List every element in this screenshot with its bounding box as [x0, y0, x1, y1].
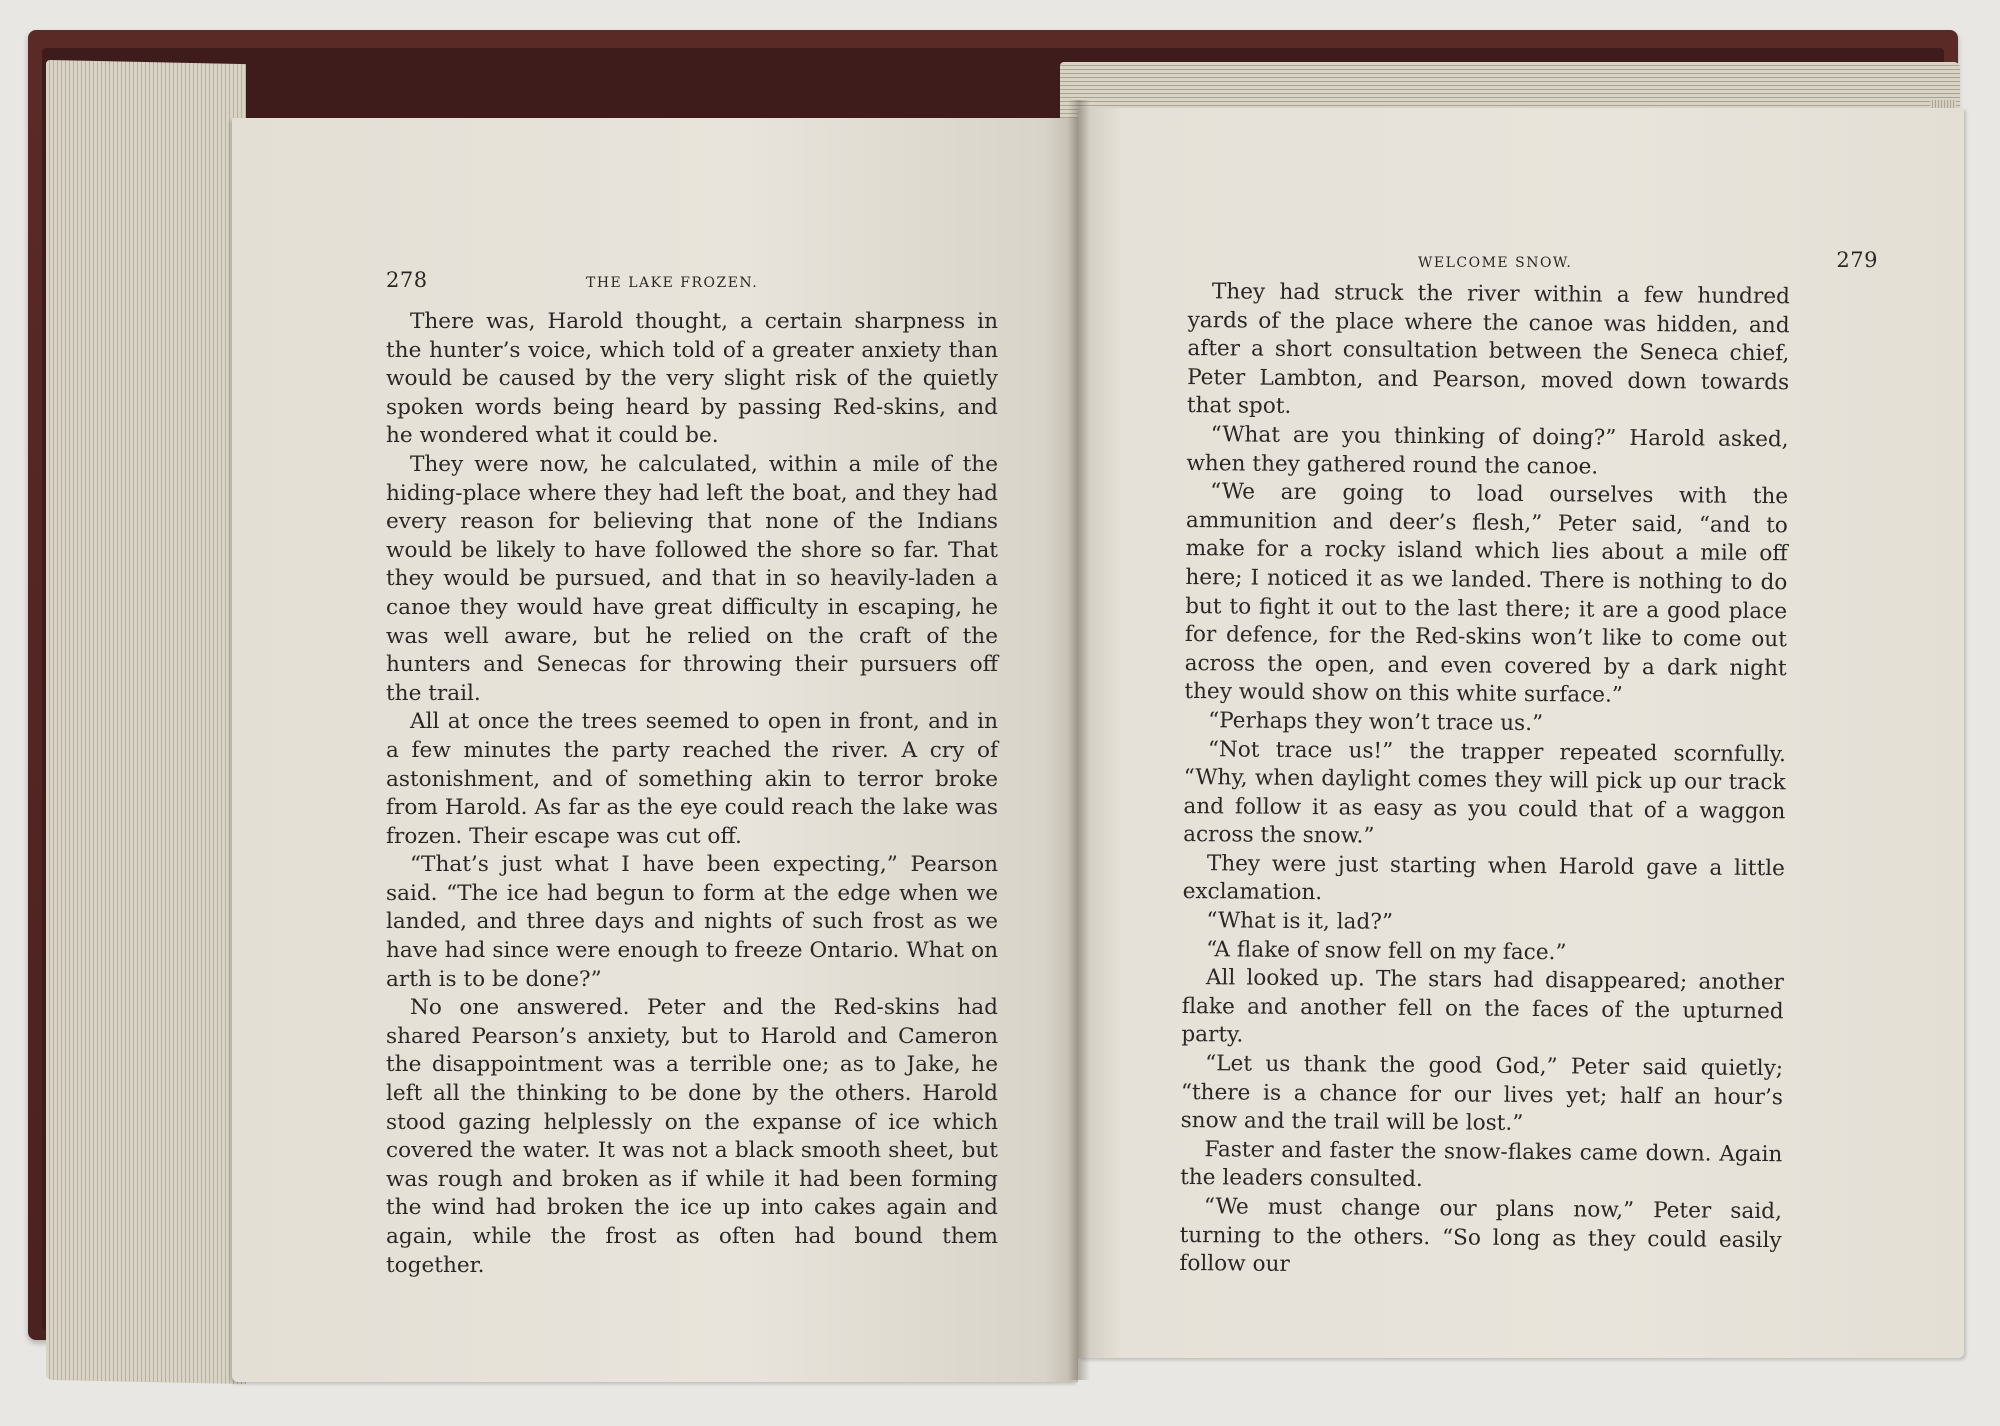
left-running-head [386, 268, 986, 292]
paragraph: “Perhaps they won’t trace us.” [1208, 708, 1544, 737]
right-page-number: 279 [1836, 248, 1878, 272]
paragraph: All at once the trees seemed to open in front, and in a few minutes the party reached the river. A cry of astonishment, and of something akin to terror broke from Harold. As far as the eye could reach the lake was frozen. Their escape was cut off. [386, 709, 998, 849]
paragraph: “That’s just what I have been expecting,” Pearson said. “The ice had begun to form at the edge when we landed, and three days and nights of such frost as we have had since were enough to freeze Ontario. What on arth is to be done?” [386, 852, 998, 992]
paragraph: “What are you thinking of doing?” Harold asked, when they gathered round the canoe. [1186, 422, 1789, 480]
left-page-text [386, 308, 998, 1280]
paragraph: “Not trace us!” the trapper repeated scornfully. “Why, when daylight comes they will pick up our track and follow it as easy as you could that of a waggon across the snow.” [1183, 736, 1786, 849]
book-gutter [1068, 100, 1090, 1380]
paragraph: All looked up. The stars had disappeared; another flake and another fell on the faces of the upturned party. [1181, 965, 1784, 1048]
paragraph: No one answered. Peter and the Red-skins had shared Pearson’s anxiety, but to Harold and Cameron the disappointment was a terrible one; as to Jake, he left all the thinking to be done by the others. Harold stood gazing helplessly on the expanse of ice which covered the water. It was not a black smooth sheet, but was rough and broken as if while it had been forming the wind had broken the ice up into cakes again and again, while the frost as often had bound them together. [386, 995, 998, 1278]
paragraph: They were now, he calculated, within a mile of the hiding-place where they had left the boat, and they had every reason for believing that none of the Indians would be likely to have followed the shore so far. That they would be pursued, and that in so heavily-laden a canoe they would have great difficulty in escaping, he was well aware, but he relied on the craft of the hunters and Senecas for throwing their pursuers off the trail. [386, 451, 998, 706]
left-page-number: 278 [386, 268, 428, 292]
paragraph: “Let us thank the good God,” Peter said quietly; “there is a chance for our lives yet; half an hour’s snow and the trail will be lost.” [1180, 1051, 1784, 1137]
right-page-text [1179, 278, 1790, 1284]
left-page [232, 118, 1078, 1382]
right-chapter-title: WELCOME SNOW. [1418, 255, 1573, 271]
paragraph: “What is it, lad?” [1206, 908, 1394, 935]
paragraph: They were just starting when Harold gave a little exclamation. [1182, 851, 1785, 906]
right-running-head [1418, 248, 1878, 272]
paragraph: “A flake of snow fell on my face.” [1206, 936, 1567, 965]
page-edges-left [46, 60, 246, 1384]
paragraph: “We must change our plans now,” Peter said, turning to the others. “So long as they could easily follow our [1179, 1194, 1782, 1278]
left-chapter-title: THE LAKE FROZEN. [586, 275, 759, 291]
paragraph: Faster and faster the snow-flakes came down. Again the leaders consulted. [1180, 1136, 1783, 1193]
right-page [1078, 108, 1964, 1358]
paragraph: They had struck the river within a few hundred yards of the place where the canoe was hidden, and after a short consultation between the Seneca chief, Peter Lambton, and Pearson, moved down towards that spot. [1186, 279, 1790, 420]
paragraph: There was, Harold thought, a certain sharpness in the hunter’s voice, which told of a greater anxiety than would be caused by the very slight risk of the quietly spoken words being heard by passing Red-skins, and he wondered what it could be. [386, 309, 998, 449]
paragraph: “We are going to load ourselves with the ammunition and deer’s flesh,” Peter said, “and to make for a rocky island which lies about a mile off here; I noticed it as we landed. There is nothing to do but to fight it out to the last there; it are a good place for defence, for the Red-skins won’t like to come out across the open, and even covered by a dark night they would show on this white surface.” [1184, 479, 1789, 709]
